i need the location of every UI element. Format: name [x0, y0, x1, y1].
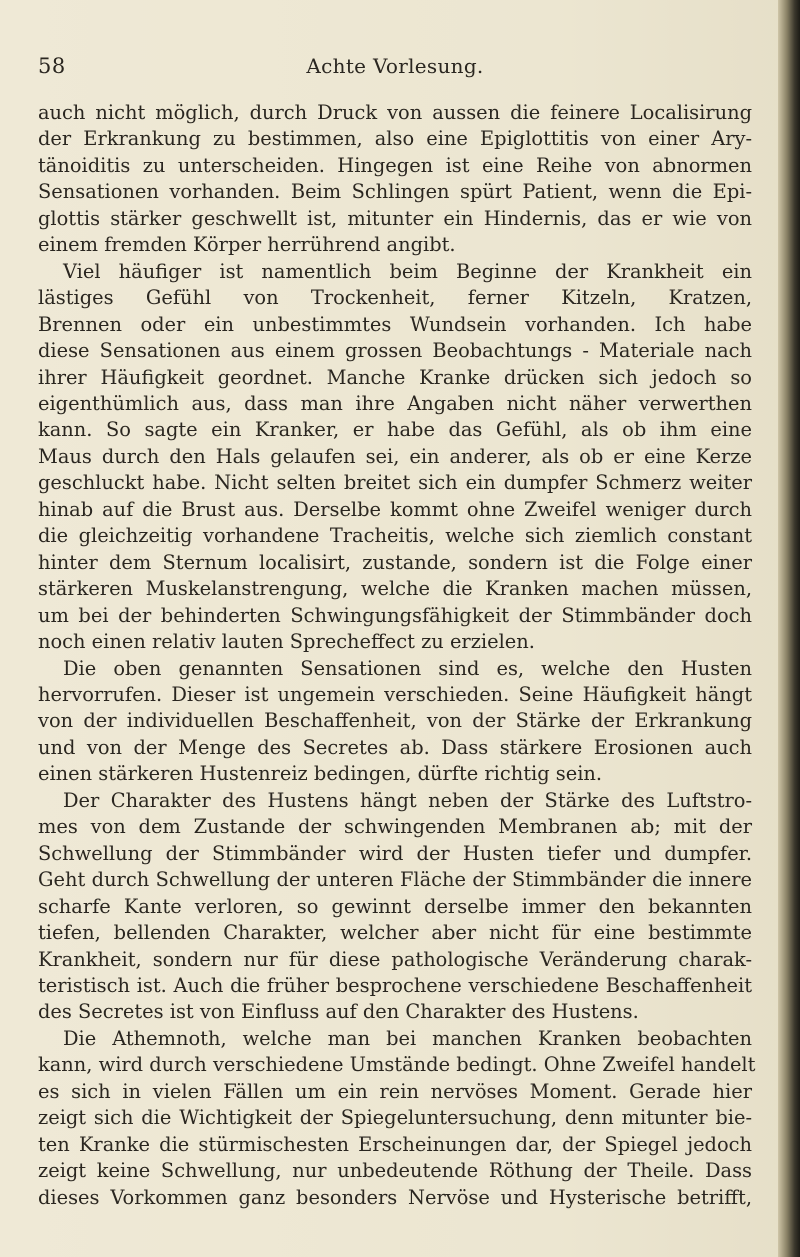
- text-line: teristisch ist. Auch die früher besprochene verschiedene Beschaffenheit: [38, 973, 752, 997]
- text-line: einen stärkeren Hustenreiz bedingen, dürfte richtig sein.: [38, 762, 603, 786]
- text-line: des Secretes ist von Einfluss auf den Charakter des Hustens.: [38, 1000, 639, 1024]
- text-line: Die Athemnoth, welche man bei manchen Kranken beobachten: [63, 1026, 752, 1050]
- text-line: einem fremden Körper herrührend angibt.: [38, 233, 456, 257]
- text-line: noch einen relativ lauten Sprecheffect zu erzielen.: [38, 630, 535, 654]
- text-line: der Erkrankung zu bestimmen, also eine Epiglottitis von einer Ary-: [38, 127, 752, 151]
- text-line: Krankheit, sondern nur für diese pathologische Veränderung charak-: [38, 947, 752, 971]
- text-line: Sensationen vorhanden. Beim Schlingen spürt Patient, wenn die Epi-: [38, 180, 752, 204]
- text-line: um bei der behinderten Schwingungsfähigkeit der Stimmbänder doch: [38, 603, 752, 627]
- text-line: kann. So sagte ein Kranker, er habe das Gefühl, als ob ihm eine: [38, 418, 752, 442]
- book-spine-edge: [778, 0, 800, 1257]
- text-line: hinter dem Sternum localisirt, zustande, sondern ist die Folge einer: [38, 550, 752, 574]
- text-line: mes von dem Zustande der schwingenden Membranen ab; mit der: [38, 815, 752, 839]
- text-line: Geht durch Schwellung der unteren Fläche der Stimmbänder die innere: [38, 868, 752, 892]
- text-line: diese Sensationen aus einem grossen Beobachtungs - Materiale nach: [38, 339, 752, 363]
- running-title: Achte Vorlesung.: [306, 54, 484, 78]
- text-line: auch nicht möglich, durch Druck von aussen die feinere Localisirung: [38, 101, 752, 124]
- page-header: [38, 54, 752, 84]
- text-line: hervorrufen. Dieser ist ungemein verschieden. Seine Häufigkeit hängt: [38, 682, 752, 706]
- body-text: [38, 100, 756, 1211]
- text-line: zeigt sich die Wichtigkeit der Spiegeluntersuchung, denn mitunter bie-: [38, 1106, 752, 1130]
- text-line: kann, wird durch verschiedene Umstände bedingt. Ohne Zweifel handelt: [38, 1053, 756, 1077]
- text-line: scharfe Kante verloren, so gewinnt derselbe immer den bekannten: [38, 894, 752, 918]
- text-line: lästiges Gefühl von Trockenheit, ferner Kitzeln, Kratzen,: [38, 286, 752, 310]
- text-line: tänoiditis zu unterscheiden. Hingegen ist eine Reihe von abnormen: [38, 153, 752, 177]
- text-line: Schwellung der Stimmbänder wird der Husten tiefer und dumpfer.: [38, 841, 752, 865]
- text-line: ihrer Häufigkeit geordnet. Manche Kranke drücken sich jedoch so: [38, 365, 752, 389]
- text-line: ten Kranke die stürmischesten Erscheinungen dar, der Spiegel jedoch: [38, 1132, 752, 1156]
- text-line: tiefen, bellenden Charakter, welcher aber nicht für eine bestimmte: [38, 921, 752, 945]
- text-line: die gleichzeitig vorhandene Tracheitis, welche sich ziemlich constant: [38, 524, 752, 548]
- text-line: hinab auf die Brust aus. Derselbe kommt ohne Zweifel weniger durch: [38, 497, 752, 521]
- text-line: eigenthümlich aus, dass man ihre Angaben nicht näher verwerthen: [38, 391, 752, 415]
- text-line: Der Charakter des Hustens hängt neben der Stärke des Luftstro-: [63, 788, 752, 812]
- text-line: es sich in vielen Fällen um ein rein nervöses Moment. Gerade hier: [38, 1079, 752, 1103]
- text-line: dieses Vorkommen ganz besonders Nervöse und Hysterische betrifft,: [38, 1185, 752, 1209]
- text-line: zeigt keine Schwellung, nur unbedeutende Röthung der Theile. Dass: [38, 1159, 752, 1183]
- text-line: und von der Menge des Secretes ab. Dass stärkere Erosionen auch: [38, 735, 752, 759]
- text-line: glottis stärker geschwellt ist, mitunter ein Hindernis, das er wie von: [38, 206, 752, 230]
- text-line: geschluckt habe. Nicht selten breitet sich ein dumpfer Schmerz weiter: [38, 471, 752, 495]
- text-line: Viel häufiger ist namentlich beim Beginne der Krankheit ein: [63, 259, 752, 283]
- text-line: von der individuellen Beschaffenheit, von der Stärke der Erkrankung: [38, 709, 752, 733]
- text-line: Maus durch den Hals gelaufen sei, ein anderer, als ob er eine Kerze: [38, 444, 752, 468]
- text-line: stärkeren Muskelanstrengung, welche die Kranken machen müssen,: [38, 577, 752, 601]
- page-number: 58: [38, 54, 66, 78]
- text-line: Brennen oder ein unbestimmtes Wundsein vorhanden. Ich habe: [38, 312, 752, 336]
- text-line: Die oben genannten Sensationen sind es, welche den Husten: [63, 656, 752, 680]
